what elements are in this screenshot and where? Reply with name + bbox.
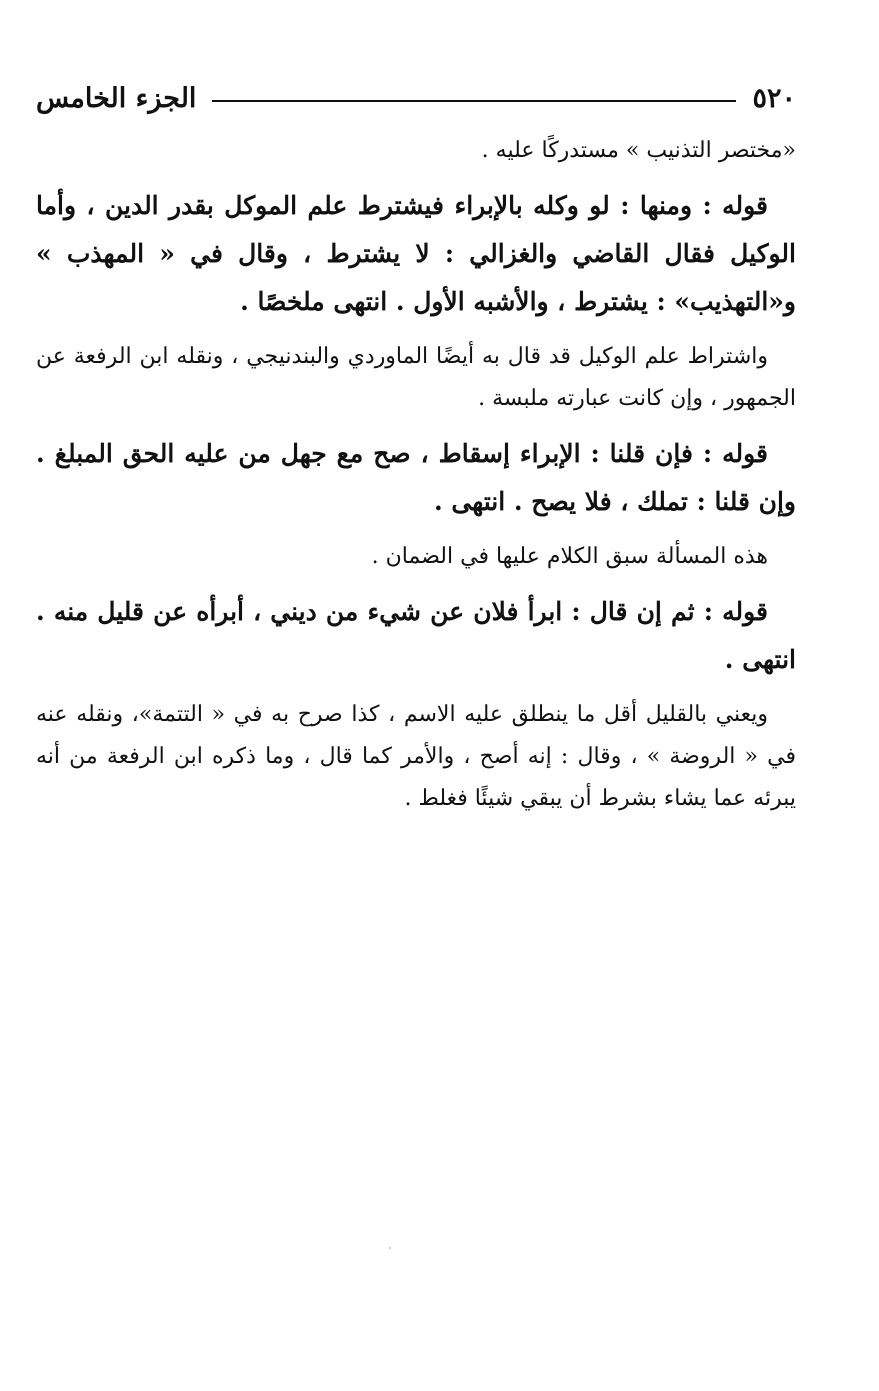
page-header [36, 70, 796, 126]
paragraph-quote-2: قوله : فإن قلنا : الإبراء إسقاط ، صح مع جهل من عليه الحق المبلغ . وإن قلنا : تملك ، فلا يصح . انتهى . [36, 439, 796, 516]
page-content [36, 70, 796, 820]
paragraph-commentary-1: واشتراط علم الوكيل قد قال به أيضًا الماوردي والبندنيجي ، ونقله ابن الرفعة عن الجمهور ، وإن كانت عبارته ملبسة . [36, 344, 796, 411]
page-number: ٥٢٠ [752, 82, 796, 114]
paragraph-commentary-2: هذه المسألة سبق الكلام عليها في الضمان . [371, 544, 768, 569]
running-title: الجزء الخامس [36, 82, 197, 114]
paragraph-commentary-3: ويعني بالقليل أقل ما ينطلق عليه الاسم ، كذا صرح به في « التتمة»، ونقله عنه في « الروضة » ، وقال : إنه أصح ، والأمر كما قال ، وما ذكره ابن الرفعة من أنه يبرئه عما يشاء بشرط أن يبقي شيئًا فغلط . [36, 702, 796, 811]
scan-speck [389, 1247, 391, 1249]
paragraph-quote-3: قوله : ثم إن قال : ابرأ فلان عن شيء من ديني ، أبرأه عن قليل منه . انتهى . [36, 597, 796, 674]
header-rule [212, 100, 736, 102]
paragraph-continuation: «مختصر التذنيب » مستدركًا عليه . [481, 138, 796, 163]
paragraph-quote-1: قوله : ومنها : لو وكله بالإبراء فيشترط علم الموكل بقدر الدين ، وأما الوكيل فقال القاضي والغزالي : لا يشترط ، وقال في « المهذب » و«التهذيب» : يشترط ، والأشبه الأول . انتهى ملخصًا . [36, 191, 796, 316]
